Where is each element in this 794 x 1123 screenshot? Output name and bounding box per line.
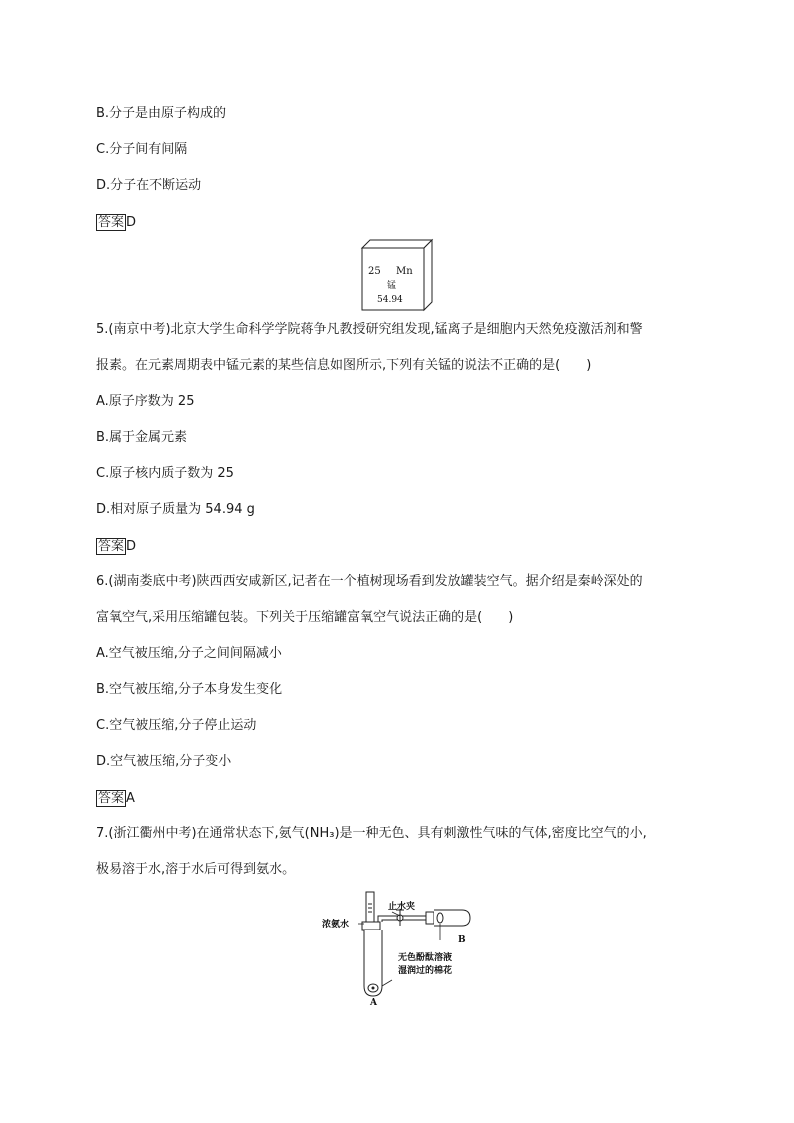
label-cotton-line-1: 无色酚酞溶液 (398, 953, 453, 963)
label-tube-a: A (370, 998, 377, 1006)
q5-stem-line-2: 报素。在元素周期表中锰元素的某些信息如图所示,下列有关锰的说法不正确的是( ) (96, 358, 592, 373)
element-mass: 54.94 (377, 295, 403, 305)
q5-option-c: C.原子核内质子数为 25 (96, 466, 234, 481)
q6-option-b: B.空气被压缩,分子本身发生变化 (96, 682, 283, 697)
q5-answer (96, 538, 136, 555)
q5-option-a: A.原子序数为 25 (96, 394, 195, 409)
q5-option-b: B.属于金属元素 (96, 430, 188, 445)
q6-option-c: C.空气被压缩,分子停止运动 (96, 718, 257, 733)
q4-option-b: B.分子是由原子构成的 (96, 106, 227, 121)
q4-option-c: C.分子间有间隔 (96, 142, 188, 157)
q4-option-d: D.分子在不断运动 (96, 178, 202, 193)
q6-answer (96, 790, 135, 807)
element-symbol: Mn (396, 266, 413, 277)
q5-option-d: D.相对原子质量为 54.94 g (96, 502, 255, 517)
answer-value: A (126, 791, 135, 806)
answer-value: D (126, 539, 137, 554)
ammonia-apparatus-figure (322, 890, 482, 1010)
q6-stem-line-1: 6.(湖南娄底中考)陕西西安咸新区,记者在一个植树现场看到发放罐装空气。据介绍是秦岭深处的 (96, 574, 643, 589)
element-name: 锰 (387, 281, 397, 291)
answer-label: 答案 (98, 539, 125, 554)
q5-stem-line-1: 5.(南京中考)北京大学生命科学学院蒋争凡教授研究组发现,锰离子是细胞内天然免疫激活剂和警 (96, 322, 643, 337)
q6-option-d: D.空气被压缩,分子变小 (96, 754, 232, 769)
q6-option-a: A.空气被压缩,分子之间间隔减小 (96, 646, 282, 661)
q4-answer (96, 214, 136, 231)
q7-stem-line-1: 7.(浙江衢州中考)在通常状态下,氨气(NH₃)是一种无色、具有刺激性气味的气体,密度比空气的小, (96, 826, 647, 841)
answer-label: 答案 (98, 791, 125, 806)
label-cotton-line-2: 湿润过的棉花 (398, 966, 453, 976)
answer-label: 答案 (98, 215, 125, 230)
answer-value: D (126, 215, 137, 230)
label-ammonia: 浓氨水 (322, 920, 350, 930)
element-tile-figure (360, 238, 436, 318)
label-clamp: 止水夹 (388, 902, 416, 912)
q7-stem-line-2: 极易溶于水,溶于水后可得到氨水。 (96, 862, 296, 877)
element-number: 25 (368, 266, 381, 277)
q6-stem-line-2: 富氧空气,采用压缩罐包装。下列关于压缩罐富氧空气说法正确的是( ) (96, 610, 514, 625)
label-tube-b: B (458, 935, 466, 945)
